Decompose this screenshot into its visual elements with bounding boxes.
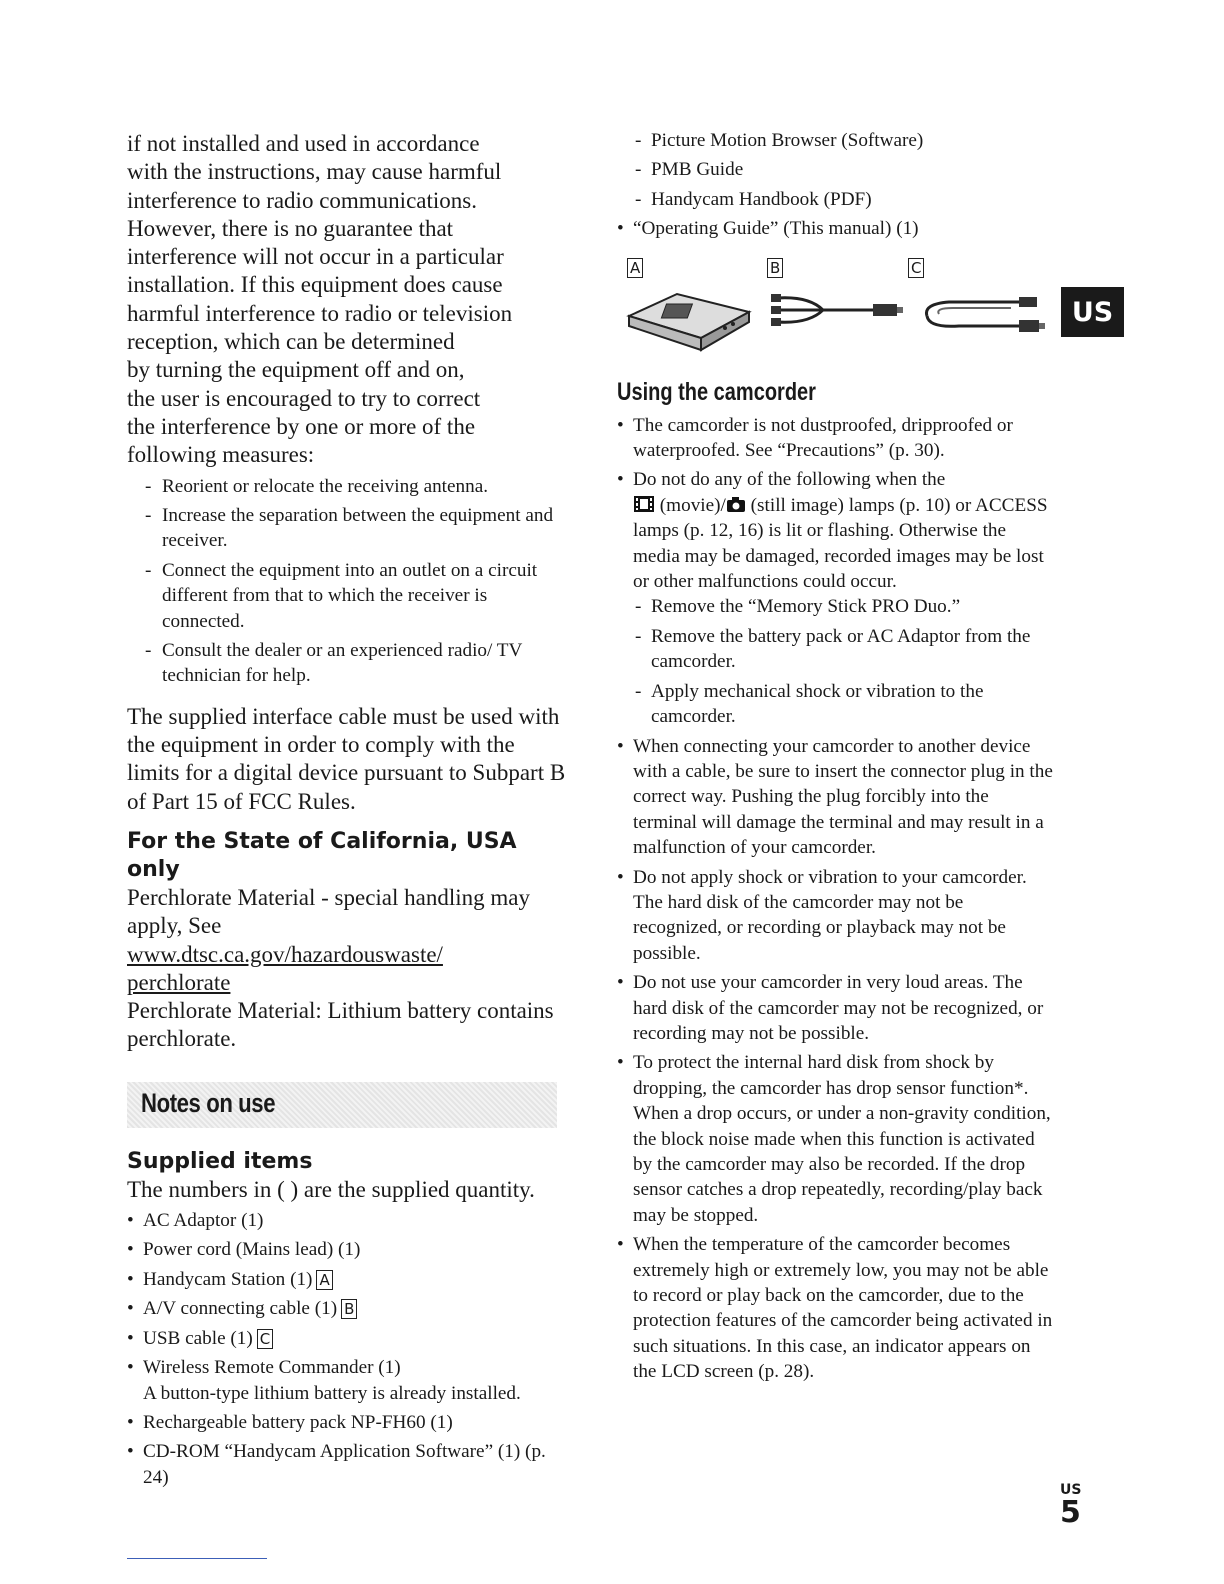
list-item: • When connecting your camcorder to another device with a cable, be sure to insert the connector plug in the correct way. Pushing the plug forcibly into the terminal will damage the terminal and may result in a malfunction of your camcorder. — [617, 734, 1057, 861]
list-item: • Do not do any of the following when the (movie)/ (still image) lamps (p. 10) or ACCESS lamps (p. 12, 16) is lit or flashing. Otherwise the media may be damaged, recorded images may be lost or other malfunctions could occur. - Remove the “Memory Stick PRO Duo.” - Remove the battery pack or AC Adaptor from the camcorder. - Apply mechanical shock or vibration to the camcorder. — [617, 467, 1057, 729]
intro-line: However, there is no guarantee that — [127, 215, 454, 241]
list-item: • USB cable (1) C — [127, 1326, 567, 1351]
intro-line: with the instructions, may cause harmful — [127, 159, 502, 185]
list-item: • Power cord (Mains lead) (1) — [127, 1237, 567, 1262]
list-item: • Do not use your camcorder in very loud areas. The hard disk of the camcorder may not be recognized, or recording may not be possible. — [617, 970, 1057, 1046]
list-item: - Handycam Handbook (PDF) — [617, 187, 1057, 212]
operating-guide-list — [617, 216, 1057, 241]
handycam-station-illustration — [625, 286, 753, 356]
supplied-items-list — [127, 1208, 567, 1490]
list-item: • AC Adaptor (1) — [127, 1208, 567, 1233]
fcc-intro-paragraph — [127, 130, 567, 470]
intro-line: interference to radio communications. — [127, 187, 477, 213]
perchlorate-text: Perchlorate Material - special handling may apply, See — [127, 885, 530, 939]
supplied-items-figure — [617, 258, 1057, 368]
intro-line: interference will not occur in a particular — [127, 244, 504, 270]
list-item: • Wireless Remote Commander (1) A button-type lithium battery is already installed. — [127, 1355, 567, 1406]
language-tab-us: US — [1061, 287, 1124, 337]
page-region: US — [1060, 1482, 1082, 1498]
using-camcorder-heading: Using the camcorder — [617, 377, 816, 406]
perchlorate-link-cont[interactable]: perchlorate — [127, 969, 231, 995]
software-list — [617, 128, 1057, 212]
intro-line: reception, which can be determined — [127, 329, 455, 355]
figure-label-a: A — [627, 258, 643, 278]
perchlorate-note: Perchlorate Material: Lithium battery contains perchlorate. — [127, 998, 554, 1052]
cable-paragraph: The supplied interface cable must be used with the equipment in order to comply with the limits for a digital device pursuant to Subpart B of Part 15 of FCC Rules. — [127, 703, 566, 814]
supplied-items-heading: Supplied items — [127, 1148, 313, 1174]
perchlorate-link[interactable]: www.dtsc.ca.gov/hazardouswaste/ — [127, 941, 443, 967]
figure-label-c: C — [908, 258, 924, 278]
intro-line: harmful interference to radio or television — [127, 300, 513, 326]
list-item: - PMB Guide — [617, 157, 1057, 182]
footnote-rule — [127, 1558, 267, 1559]
notes-on-use-banner — [127, 1082, 557, 1128]
usb-cable-illustration — [919, 286, 1047, 336]
bullet-2-sublist — [633, 594, 1057, 729]
list-item: - Remove the “Memory Stick PRO Duo.” — [633, 594, 1057, 619]
list-item: • CD-ROM “Handycam Application Software” (1) (p. 24) — [127, 1439, 567, 1490]
measures-list — [127, 474, 567, 689]
av-cable-illustration — [769, 286, 905, 336]
movie-mode-icon — [633, 495, 655, 513]
list-item: • Do not apply shock or vibration to your camcorder. The hard disk of the camcorder may not be recognized, or recording or playback may not be possible. — [617, 865, 1057, 967]
page-number-value: 5 — [1060, 1495, 1081, 1530]
list-item: • A/V connecting cable (1) B — [127, 1296, 567, 1321]
list-item: - Connect the equipment into an outlet on a circuit different from that to which the receiver is connected. — [127, 558, 567, 634]
notes-heading: Notes on use — [141, 1087, 276, 1118]
list-item: • Rechargeable battery pack NP-FH60 (1) — [127, 1410, 567, 1435]
list-item: - Apply mechanical shock or vibration to the camcorder. — [633, 679, 1057, 730]
list-item: • Handycam Station (1) A — [127, 1267, 567, 1292]
left-column — [127, 130, 567, 1494]
list-item: - Picture Motion Browser (Software) — [617, 128, 1057, 153]
still-image-icon — [726, 496, 746, 513]
intro-line: if not installed and used in accordance — [127, 131, 480, 156]
supplied-intro: The numbers in ( ) are the supplied quantity. — [127, 1176, 535, 1202]
intro-line: by turning the equipment off and on, — [127, 357, 465, 383]
page-number — [1060, 1482, 1081, 1528]
usage-notes-list — [617, 413, 1057, 1385]
figure-ref-a: A — [316, 1270, 332, 1290]
list-item: - Consult the dealer or an experienced radio/ TV technician for help. — [127, 638, 567, 689]
intro-line: installation. If this equipment does cause — [127, 272, 503, 298]
intro-line: following measures: — [127, 442, 315, 468]
intro-line: the interference by one or more of the — [127, 413, 476, 439]
list-item: • To protect the internal hard disk from shock by dropping, the camcorder has drop sensor function*. When a drop occurs, or under a non-gravity condition, the block noise made when this function is activated by the camcorder may also be recorded. If the drop sensor catches a drop repeatedly, recording/play back may be stopped. — [617, 1050, 1057, 1228]
list-item: - Remove the battery pack or AC Adaptor from the camcorder. — [633, 624, 1057, 675]
list-item: - Reorient or relocate the receiving antenna. — [127, 474, 567, 499]
list-item: • When the temperature of the camcorder becomes extremely high or extremely low, you may not be able to record or play back on the camcorder, due to the protection features of the camcorder being activated in such situations. In this case, an indicator appears on the LCD screen (p. 28). — [617, 1232, 1057, 1384]
figure-label-b: B — [767, 258, 783, 278]
right-column — [617, 128, 1057, 1389]
list-item: • The camcorder is not dustproofed, dripproofed or waterproofed. See “Precautions” (p. 30). — [617, 413, 1057, 464]
perchlorate-paragraph — [127, 884, 567, 1054]
intro-line: the user is encouraged to try to correct — [127, 385, 481, 411]
figure-ref-b: B — [341, 1299, 357, 1319]
list-item: - Increase the separation between the equipment and receiver. — [127, 503, 567, 554]
list-item: • “Operating Guide” (This manual) (1) — [617, 216, 1057, 241]
california-heading: For the State of California, USA only — [127, 829, 517, 882]
figure-ref-c: C — [257, 1329, 273, 1349]
